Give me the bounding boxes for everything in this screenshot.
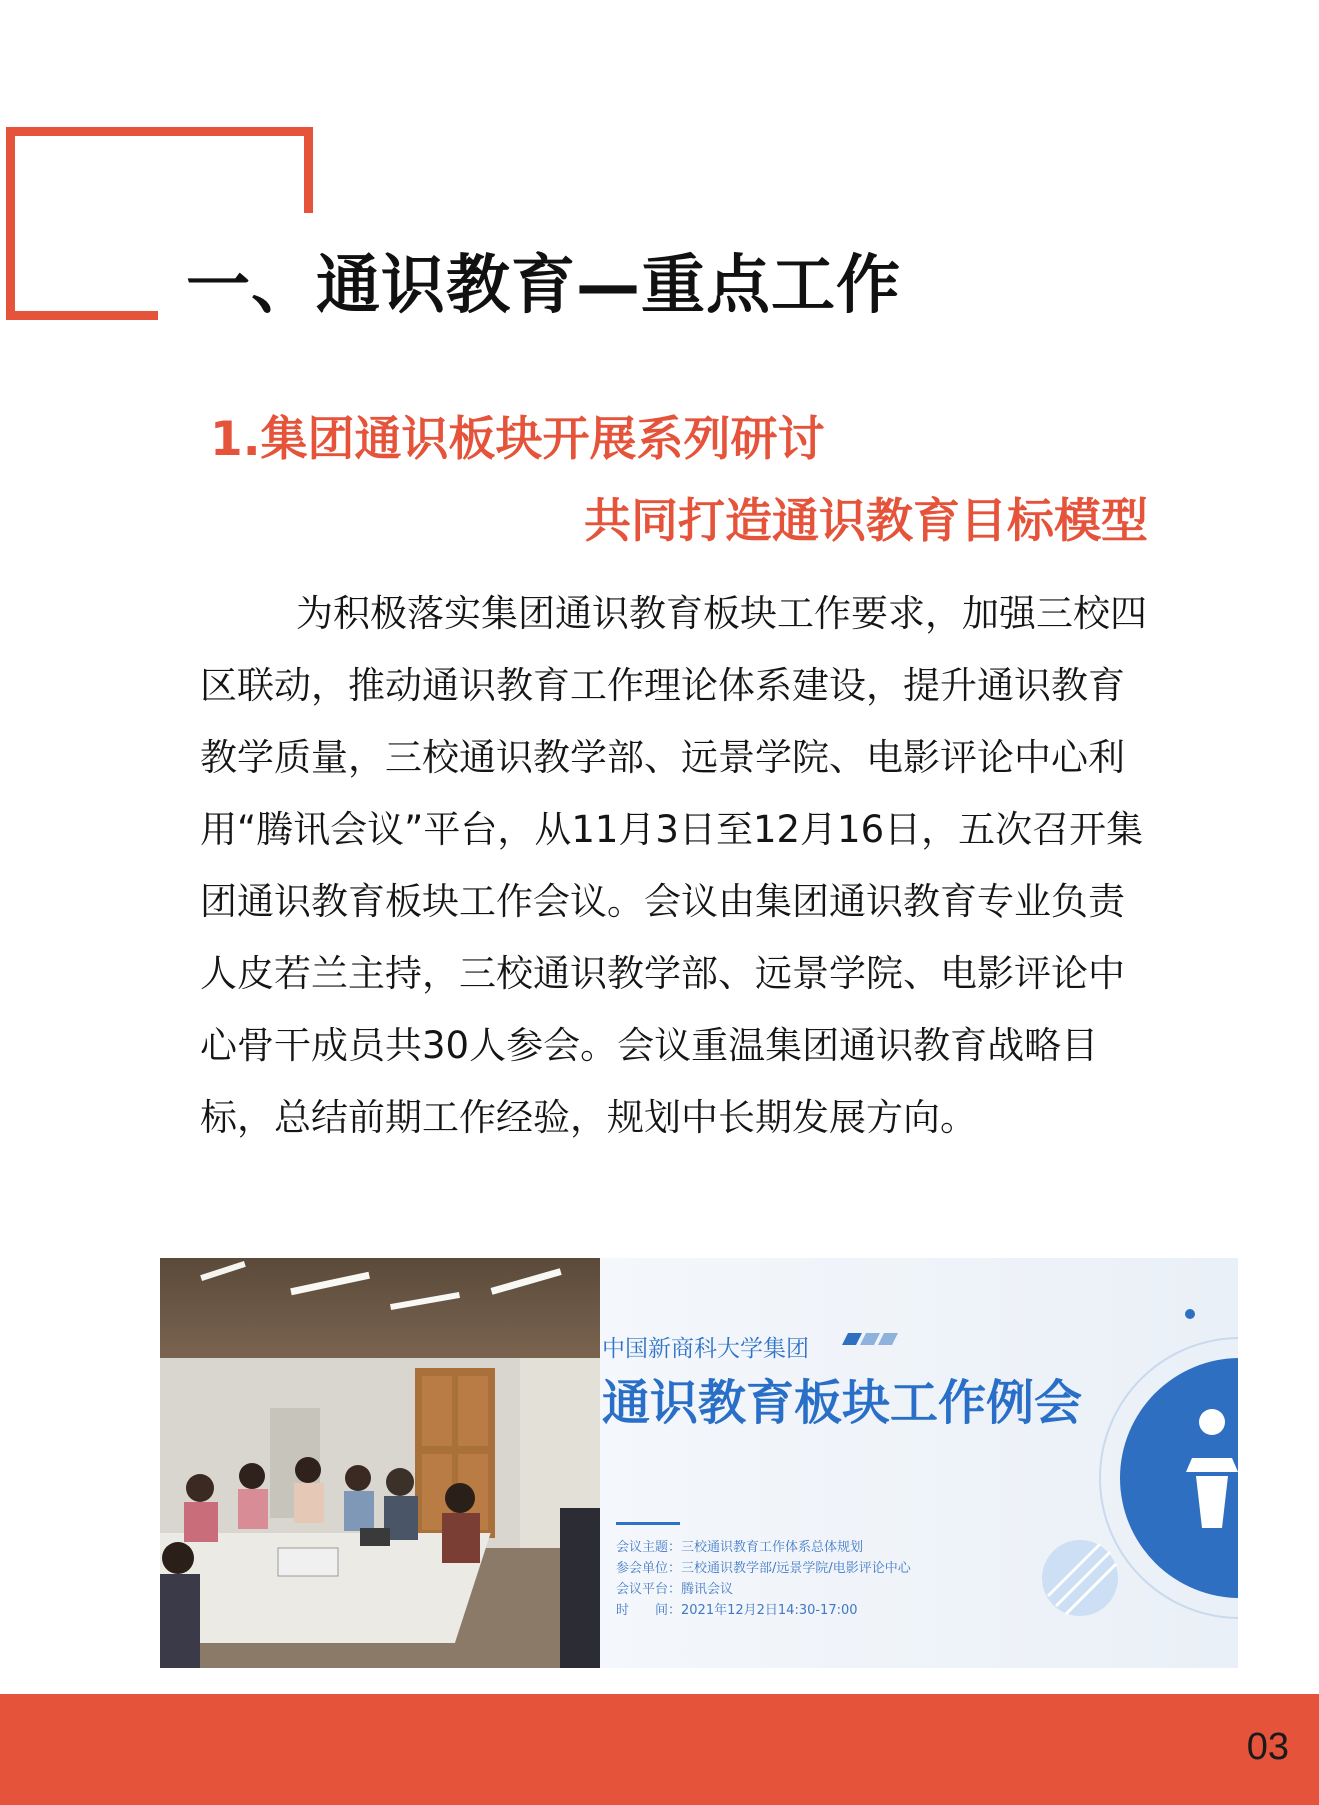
bracket-top-bar <box>6 127 313 136</box>
slide-info-time: 时 间：2021年12月2日14:30-17:00 <box>616 1603 858 1618</box>
slide-info-topic: 会议主题：三校通识教育工作体系总体规划 <box>616 1540 864 1555</box>
bracket-left-bar <box>6 127 15 320</box>
bracket-right-bar <box>304 127 313 213</box>
bracket-bottom-bar <box>6 311 158 320</box>
meeting-photo-illustration <box>160 1258 600 1668</box>
section-title: 一、通识教育—重点工作 <box>186 249 901 323</box>
slide-org-name: 中国新商科大学集团 <box>602 1336 809 1362</box>
page-number: 03 <box>1246 1726 1289 1768</box>
slide-divider <box>616 1522 680 1525</box>
slide-info-participants: 参会单位：三校通识教学部/远景学院/电影评论中心 <box>616 1561 911 1576</box>
subtitle-line-1: 1.集团通识板块开展系列研讨 <box>210 412 825 467</box>
footer-bar <box>0 1694 1319 1805</box>
slide-title: 通识教育板块工作例会 <box>602 1375 1083 1431</box>
body-paragraph: 为积极落实集团通识教育板块工作要求，加强三校四区联动，推动通识教育工作理论体系建设，提升通识教育教学质量，三校通识教学部、远景学院、电影评论中心利用“腾讯会议”平台，从11月3日至12月16日，五次召开集团通识教育板块工作会议。会议由集团通识教育专业负责人皮若兰主持，三校通识教学部、远景学院、电影评论中心骨干成员共30人参会。会议重温集团通识教育战略目标，总结前期工作经验，规划中长期发展方向。 <box>200 592 1147 1139</box>
meeting-photo <box>160 1258 600 1668</box>
subtitle-line-2: 共同打造通识教育目标模型 <box>584 494 1148 549</box>
slide-info-platform: 会议平台：腾讯会议 <box>616 1582 734 1597</box>
meeting-slide <box>600 1258 1238 1668</box>
